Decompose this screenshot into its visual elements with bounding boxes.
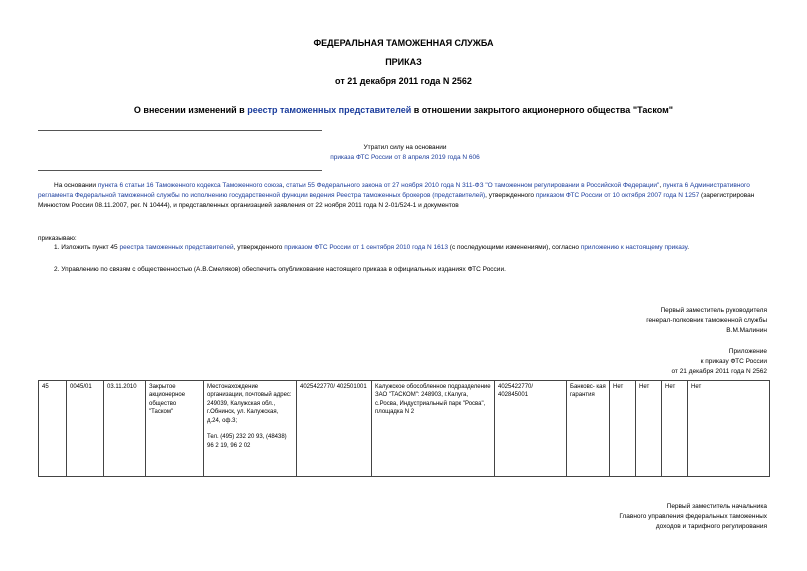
separator-top bbox=[38, 130, 322, 131]
document-date-number: от 21 декабря 2011 года N 2562 bbox=[335, 76, 472, 86]
basis-text-3: , bbox=[659, 182, 663, 189]
table-cell-flag-1: Нет bbox=[610, 381, 636, 477]
signature-block-1 bbox=[646, 306, 767, 336]
document-type: ПРИКАЗ bbox=[385, 57, 422, 67]
document-title bbox=[0, 105, 807, 115]
table-cell-number: 45 bbox=[39, 381, 67, 477]
table-cell-branch-inn-kpp: 4025422770/ 402845001 bbox=[495, 381, 567, 477]
item1-link-order-1613[interactable]: приказом ФТС России от 1 сентября 2010 года N 1613 bbox=[284, 244, 448, 251]
table-cell-branch-address: Калужское обособленное подразделение ЗАО "ТАСКОМ": 248903, г.Калуга, с.Росва, Индустриальный парк "Росва", площадка N 2 bbox=[372, 381, 495, 477]
signature1-position: Первый заместитель руководителя bbox=[660, 307, 767, 314]
basis-text-1: На основании bbox=[54, 182, 98, 189]
title-prefix: О внесении изменений в bbox=[133, 105, 248, 115]
basis-text-2: , bbox=[282, 182, 287, 189]
agency-name: ФЕДЕРАЛЬНАЯ ТАМОЖЕННАЯ СЛУЖБА bbox=[313, 38, 494, 48]
table-cell-flag-2: Нет bbox=[636, 381, 662, 477]
lost-force-text: Утратил силу на основании bbox=[363, 144, 447, 151]
basis-link-federal-law[interactable]: статьи 55 Федерального закона от 27 ноября 2010 года N 311-ФЗ "О таможенном регулировании в Российской Федерации" bbox=[286, 182, 660, 189]
item1-text-1: 1. Изложить пункт 45 bbox=[54, 244, 120, 251]
appendix-header bbox=[671, 347, 767, 377]
basis-text-5: (зарегистрирован Минюстом России 08.11.2007, рег. N 10444), и представленных организацией заявления от 22 ноября 2011 года N 2-01/524-1 и документов bbox=[38, 192, 755, 209]
item1-text-3: (с последующими изменениями), согласно bbox=[447, 244, 581, 251]
item1-text-2: , утвержденного bbox=[233, 244, 285, 251]
appendix-order-ref: к приказу ФТС России bbox=[700, 358, 767, 365]
registry-table bbox=[38, 380, 770, 477]
separator-bottom bbox=[38, 170, 322, 171]
title-suffix: в отношении закрытого акционерного общества "Таском" bbox=[411, 105, 674, 115]
signature2-subdivision: доходов и тарифного регулирования bbox=[655, 523, 767, 530]
order-item-2: 2. Управлению по связям с общественностью (А.В.Смеляков) обеспечить опубликование настоящего приказа в официальных изданиях ФТС России. bbox=[54, 266, 506, 273]
signature1-rank: генерал-полковник таможенной службы bbox=[646, 317, 767, 324]
table-cell-guarantee: Банковс- кая гарантия bbox=[567, 381, 610, 477]
appendix-label: Приложение bbox=[728, 348, 767, 355]
table-cell-date: 03.11.2010 bbox=[104, 381, 146, 477]
table-cell-inn-kpp: 4025422770/ 402501001 bbox=[297, 381, 372, 477]
signature2-position: Первый заместитель начальника bbox=[666, 503, 767, 510]
lost-force-note bbox=[300, 143, 510, 163]
appendix-date: от 21 декабря 2011 года N 2562 bbox=[671, 368, 767, 375]
table-cell-flag-3: Нет bbox=[662, 381, 688, 477]
basis-link-tk-article[interactable]: пункта 6 статьи 16 Таможенного кодекса Таможенного союза bbox=[97, 182, 283, 189]
lost-force-link[interactable]: приказа ФТС России от 8 апреля 2019 года N 606 bbox=[330, 154, 480, 161]
basis-paragraph bbox=[38, 181, 769, 211]
item1-link-registry[interactable]: реестра таможенных представителей bbox=[119, 244, 234, 251]
basis-text-4: , утвержденного bbox=[485, 192, 536, 199]
table-cell-flag-4: Нет bbox=[688, 381, 770, 477]
basis-link-order-1257[interactable]: приказом ФТС России от 10 октября 2007 года N 1257 bbox=[535, 192, 700, 199]
order-item-1 bbox=[54, 243, 769, 253]
signature-block-2 bbox=[619, 502, 767, 532]
title-registry-link[interactable]: реестр таможенных представителей bbox=[247, 105, 412, 115]
item1-text-4: . bbox=[687, 244, 690, 251]
signature2-department: Главного управления федеральных таможенных bbox=[619, 513, 767, 520]
basis-link-regulation[interactable]: пункта 6 Административного регламента Федеральной таможенной службы по исполнению государственной функции ведения Реестра таможенных брокеров (представителей) bbox=[38, 182, 750, 199]
table-row bbox=[39, 381, 770, 477]
table-cell-reg-number: 0045/01 bbox=[67, 381, 104, 477]
table-cell-address: Местонахождение организации, почтовый адрес: 249039, Калужская обл., г.Обнинск, ул. Калужская, д.24, оф.3; Тел. (495) 232 20 93, (48438) 96 2 19, 96 2 02 bbox=[204, 381, 297, 477]
item1-link-appendix[interactable]: приложению к настоящему приказу bbox=[580, 244, 688, 251]
order-word: приказываю: bbox=[38, 235, 77, 242]
signature1-name: В.М.Малинин bbox=[726, 327, 767, 334]
table-cell-org-name: Закрытое акционерное общество "Таском" bbox=[146, 381, 204, 477]
